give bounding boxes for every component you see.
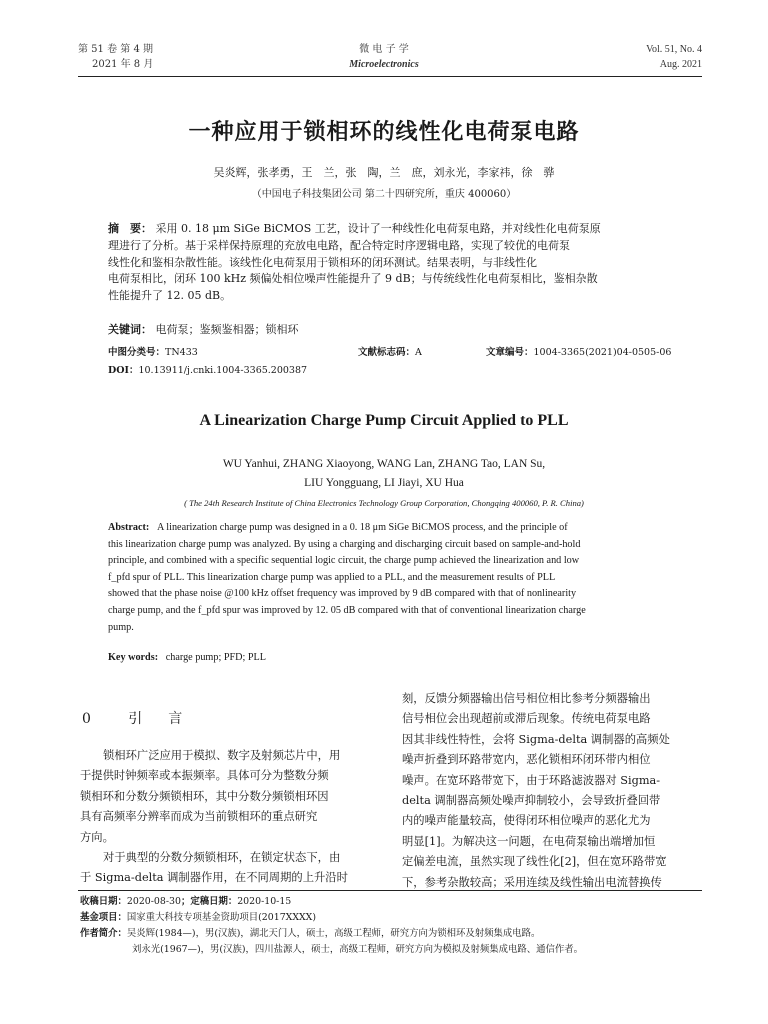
paper-title-cn: 一种应用于锁相环的线性化电荷泵电路 <box>188 120 580 145</box>
intro-right-column: 刻，反馈分频器输出信号相位相比参考分频器输出 信号相位会出现超前或滞后现象。传统电荷泵电路 因其非线性特性，会将 Sigma-delta 调制器的高频处 噪声折叠到环路带宽内，恶化锁相环闭环带内相位 噪声。在宽环路带宽下，由于环路滤波器对 Sigma- delta 调制器高频处噪声抑制较小，会导致折叠回带 内的噪声能量较高，使得闭环相位噪声的恶化尤为 明显[1]。为解决这一问题，在电荷泵输出端增加恒 定偏差电流，虽然实现了线性化[2]，但在宽环路带宽 下，参考杂散较高；采用连续及线性输出电流替换传 <box>402 692 670 889</box>
affiliation-cn: （中国电子科技集团公司 第二十四研究所，重庆 400060） <box>251 189 517 200</box>
header-rule <box>78 76 702 77</box>
intro-left-column: 锁相环广泛应用于模拟、数字及射频芯片中，用 于提供时钟频率或本振频率。具体可分为整数分频 锁相环和分数分频锁相环，其中分数分频锁相环因 具有高频率分辨率而成为当前锁相环的重点研究 方向。 对于典型的分数分频锁相环，在锁定状态下，由 于 Sigma-delta 调制器作用，在不同周期的上升沿时 <box>80 749 348 885</box>
footnote-rule <box>78 890 702 891</box>
authors-en-line2: LIU Yongguang, LI Jiayi, XU Hua <box>304 477 464 489</box>
section-heading: 0 引 言 <box>82 711 189 727</box>
authors-en-line1: WU Yanhui, ZHANG Xiaoyong, WANG Lan, ZHANG Tao, LAN Su, <box>222 458 546 470</box>
abstract-en: Abstract: A linearization charge pump was designed in a 0. 18 μm SiGe BiCMOS process, and the principle of this linearization charge pump was analyzed. By using a charging and discharging circuit based on sample-and-hold principle, and combined with a specific sequential logic circuit, the charge pump achieved the linearization and low f_pfd spur of PLL. This linearization charge pump was applied to a PLL, and the measurement results of PLL showed that the phase noise @100 kHz offset frequency was improved by 9 dB compared with that of nonlinearity charge pump, and the f_pfd spur was improved by 12. 05 dB compared with that of conventional linearization charge pump. <box>108 522 586 633</box>
keywords-cn: 关键词： 电荷泵；鉴频鉴相器；锁相环 <box>108 323 299 336</box>
journal-volume-cn: 第 51 卷 第 4 期 2021 年 8 月 <box>78 44 154 70</box>
journal-volume-en: Vol. 51, No. 4 Aug. 2021 <box>646 44 702 70</box>
abstract-cn: 摘 要： 采用 0. 18 μm SiGe BiCMOS 工艺，设计了一种线性化电荷泵电路，并对线性化电荷泵原 理进行了分析。基于采样保持原理的充放电电路，配合特定时序逻辑电路，实现了较优的电荷泵 线性化和鉴相杂散性能。该线性化电荷泵用于锁相环的闭环测试。结果表明，与非线性化 电荷泵相比，闭环 100 kHz 频偏处相位噪声性能提升了 9 dB；与传统线性化电荷泵相比，鉴相杂散 性能提升了 12. 05 dB。 <box>108 222 601 303</box>
affiliation-en: ( The 24th Research Institute of China Electronics Technology Group Corporation, Chongqing 400060, P. R. China) <box>184 498 584 508</box>
authors-cn: 吴炎辉，张孝勇，王 兰，张 陶，兰 庶，刘永光，李家祎，徐 骅 <box>213 166 555 179</box>
abstract-cn-label: 摘 要： <box>108 222 152 235</box>
keywords-en: Key words: charge pump; PFD; PLL <box>108 652 267 663</box>
classification-meta: 中图分类号：TN433 文献标志码：A 文章编号：1004-3365(2021)04-0505-06 <box>108 347 672 358</box>
footnote: 收稿日期：2020-08-30；定稿日期：2020-10-15 基金项目：国家重大科技专项基金资助项目(2017XXXX) 作者简介：吴炎辉(1984—)，男(汉族)，湖北天门人，硕士，高级工程师，研究方向为锁相环及射频集成电路。 刘永光(1967—)，男(汉族)，四川盐源人，硕士，高级工程师，研究方向为模拟及射频集成电路、通信作者。 <box>80 896 583 955</box>
paper-title-en: A Linearization Charge Pump Circuit Applied to PLL <box>199 412 569 429</box>
doi: DOI：10.13911/j.cnki.1004-3365.200387 <box>108 365 308 376</box>
abstract-en-label: Abstract: <box>108 522 150 533</box>
journal-name: 微 电 子 学 Microelectronics <box>349 44 419 70</box>
